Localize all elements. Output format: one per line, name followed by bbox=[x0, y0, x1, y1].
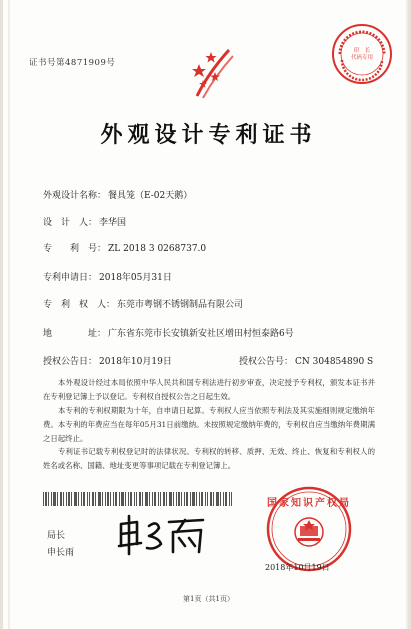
printing-seal-icon bbox=[330, 22, 394, 86]
svg-text:国家知识产权局: 国家知识产权局 bbox=[267, 498, 351, 509]
director-signature-icon bbox=[115, 512, 207, 556]
issue-date-stamp: 2018年10月19日 bbox=[265, 563, 330, 572]
paragraph-grant: 本外观设计经过本局依照中华人民共和国专利法进行初步审查，决定授予专利权，颁发本证书并在专利登记簿上予以登记。专利权自授权公告之日起生效。 bbox=[43, 378, 375, 401]
patent-number-row bbox=[43, 241, 206, 254]
certificate-number: 证书号第4871909号 bbox=[29, 58, 116, 68]
address-label: 地 址： bbox=[43, 329, 107, 339]
address-value: 广东省东莞市长安镇新安社区增田村恒泰路6号 bbox=[108, 329, 294, 339]
document-title: 外观设计专利证书 bbox=[100, 122, 317, 148]
announce-number-label: 授权公告号： bbox=[239, 357, 294, 367]
filing-date-value: 2018年05月31日 bbox=[99, 273, 172, 283]
filing-date-label: 专利申请日： bbox=[43, 273, 98, 283]
announce-number-value: CN 304854890 S bbox=[295, 357, 374, 367]
designer-row bbox=[43, 215, 126, 228]
barcode-icon bbox=[43, 492, 233, 506]
director-name: 申长雨 bbox=[47, 548, 75, 558]
designer-label: 设 计 人： bbox=[43, 218, 98, 228]
grant-date-row bbox=[43, 354, 172, 367]
patentee-label: 专 利 权 人： bbox=[43, 300, 116, 310]
design-name-label: 外观设计名称： bbox=[43, 191, 107, 201]
svg-text:印 长: 印 长 bbox=[353, 48, 371, 54]
patent-number-label: 专 利 号： bbox=[43, 244, 107, 254]
svg-text:代码专用: 代码专用 bbox=[350, 55, 374, 61]
grant-date-value: 2018年10月19日 bbox=[99, 357, 172, 367]
announce-number-row bbox=[239, 354, 373, 367]
page-footer: 第1页（共1页） bbox=[183, 595, 234, 603]
patent-number-value: ZL 2018 3 0268737.0 bbox=[108, 244, 207, 254]
patent-office-logo-icon bbox=[189, 42, 235, 102]
filing-date-row bbox=[43, 270, 172, 283]
address-row bbox=[43, 326, 294, 339]
design-name-value: 餐具笼（E-02天鹅） bbox=[108, 191, 193, 201]
patentee-row bbox=[43, 297, 243, 310]
paragraph-status: 专利证书记载专利权登记时的法律状况。专利权的转移、质押、无效、终止、恢复和专利权人的姓名或名称、国籍、地址变更等事项记载在专利登记簿上。 bbox=[43, 447, 375, 470]
design-name-row bbox=[43, 188, 192, 201]
designer-value: 李华国 bbox=[99, 218, 127, 228]
grant-date-label: 授权公告日： bbox=[43, 357, 98, 367]
patentee-value: 东莞市粤钢不锈钢制品有限公司 bbox=[117, 300, 244, 310]
paragraph-term: 本专利的专利权期限为十年，自申请日起算。专利权人应当依照专利法及其实施细则规定缴纳年费。本专利的年费应当在每年05月31日前缴纳。未按照规定缴纳年费的，专利权自应当缴纳年费期满之日起终止。 bbox=[43, 406, 375, 443]
director-title: 局长 bbox=[47, 531, 66, 541]
official-seal-icon bbox=[259, 486, 359, 572]
